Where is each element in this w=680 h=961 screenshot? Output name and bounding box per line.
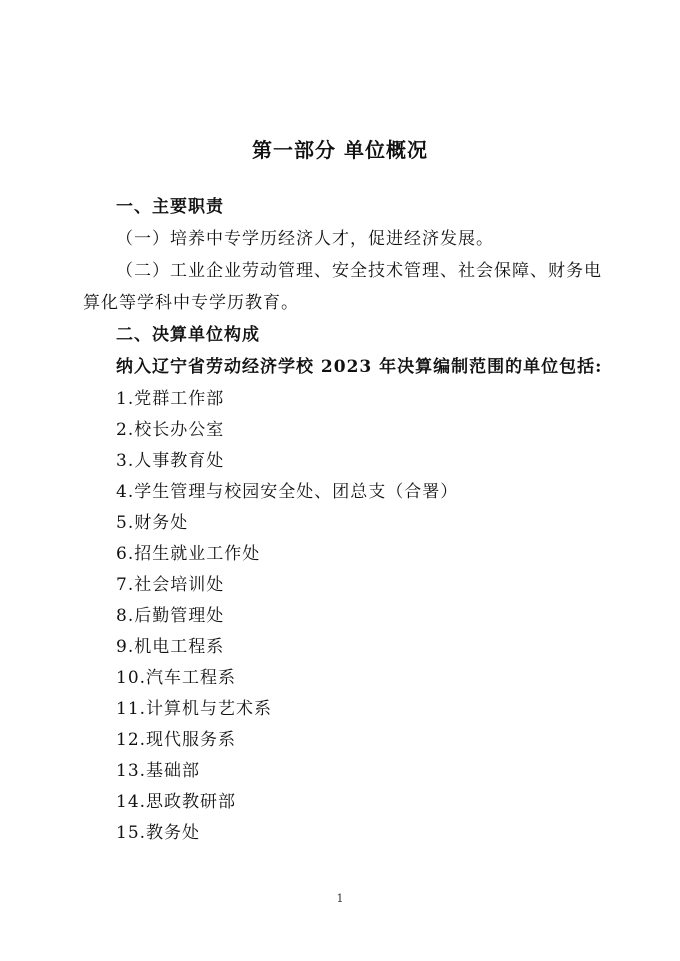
unit-list-item: 10.汽车工程系	[116, 668, 237, 688]
unit-list-item: 8.后勤管理处	[116, 606, 225, 626]
section-heading-units: 二、决算单位构成	[116, 325, 260, 345]
unit-list-item: 6.招生就业工作处	[116, 544, 261, 564]
unit-list-item: 7.社会培训处	[116, 575, 225, 595]
section-heading-duties: 一、主要职责	[116, 197, 224, 217]
duty-item-2-line-2: 算化等学科中专学历教育。	[83, 293, 299, 313]
unit-list-item: 11.计算机与艺术系	[116, 699, 273, 719]
unit-list-item: 3.人事教育处	[116, 451, 225, 471]
unit-list-item: 13.基础部	[116, 761, 201, 781]
unit-list-item: 5.财务处	[116, 513, 189, 533]
page-title: 第一部分 单位概况	[252, 138, 428, 162]
duty-item-1: （一）培养中专学历经济人才，促进经济发展。	[116, 229, 494, 249]
unit-list-item: 12.现代服务系	[116, 730, 237, 750]
unit-list-item: 2.校长办公室	[116, 420, 225, 440]
units-intro: 纳入辽宁省劳动经济学校 2023 年决算编制范围的单位包括:	[116, 357, 603, 377]
unit-list-item: 9.机电工程系	[116, 637, 225, 657]
unit-list-item: 4.学生管理与校园安全处、团总支（合署）	[116, 482, 459, 502]
unit-list-item: 15.教务处	[116, 823, 201, 843]
duty-item-2-line-1: （二）工业企业劳动管理、安全技术管理、社会保障、财务电	[116, 261, 602, 281]
page-number: 1	[336, 892, 344, 905]
unit-list-item: 14.思政教研部	[116, 792, 237, 812]
unit-list-item: 1.党群工作部	[116, 389, 225, 409]
